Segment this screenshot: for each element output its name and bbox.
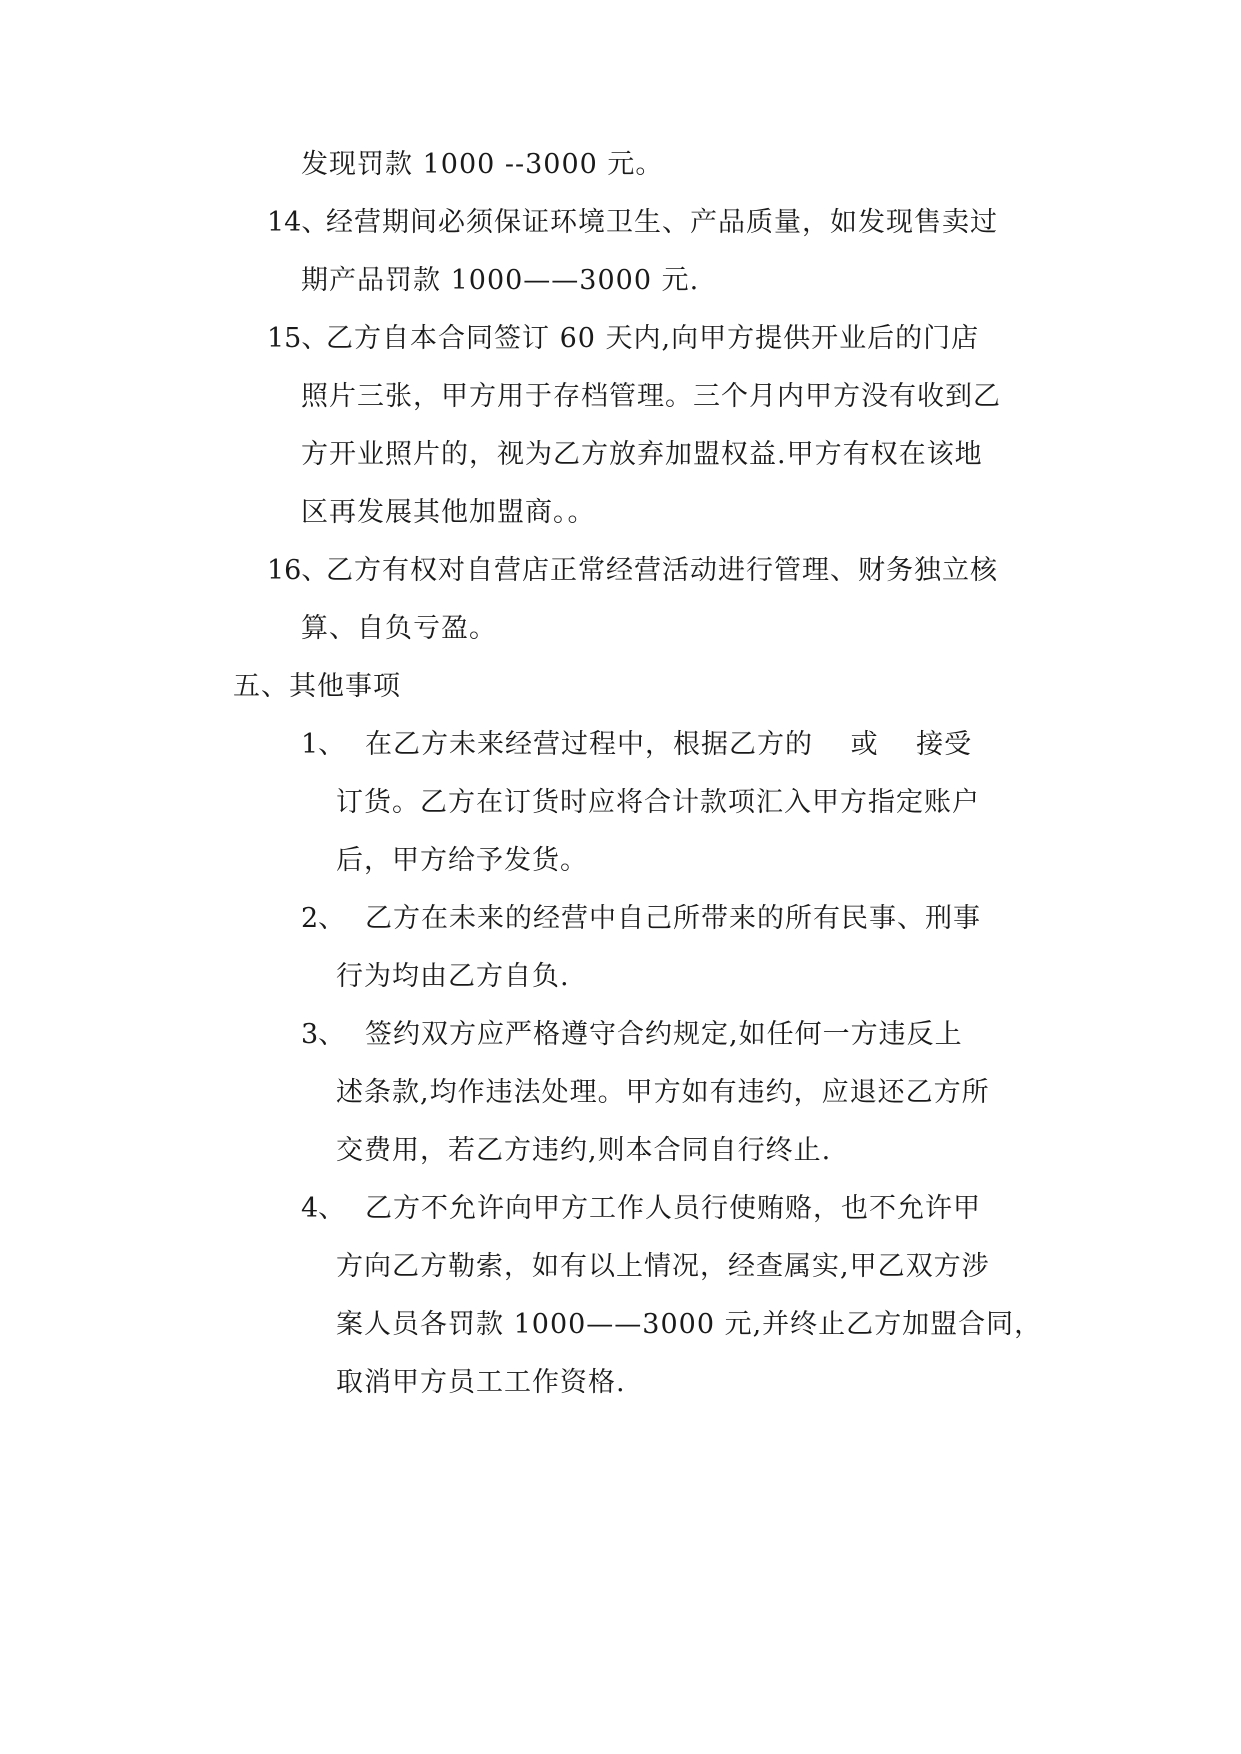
item-number: 3、 (301, 1019, 346, 1050)
text-line: 后，甲方给予发货。 (336, 845, 588, 876)
section-heading: 五、其他事项 (233, 671, 401, 702)
text-line: 区再发展其他加盟商。。 (301, 497, 596, 528)
text-line: 交费用，若乙方违约,则本合同自行终止. (336, 1135, 832, 1166)
item-number: 15、 (267, 323, 329, 354)
text-line: 订货。乙方在订货时应将合计款项汇入甲方指定账户 (336, 787, 980, 818)
text-line: 照片三张，甲方用于存档管理。三个月内甲方没有收到乙 (301, 381, 1001, 412)
text-line: 乙方不允许向甲方工作人员行使贿赂，也不允许甲 (365, 1193, 981, 1224)
text-line: 乙方在未来的经营中自己所带来的所有民事、刑事 (365, 903, 981, 934)
item-number: 2、 (301, 903, 346, 934)
text-line: 在乙方未来经营过程中，根据乙方的 或 接受 (365, 729, 973, 760)
text-line: 方开业照片的，视为乙方放弃加盟权益.甲方有权在该地 (301, 439, 983, 470)
text-line: 取消甲方员工工作资格. (336, 1367, 626, 1398)
text-line: 发现罚款 1000 --3000 元。 (301, 149, 664, 180)
text-line: 行为均由乙方自负. (336, 961, 570, 992)
text-line: 算、自负亏盈。 (301, 613, 497, 644)
item-number: 4、 (301, 1193, 346, 1224)
item-number: 16、 (267, 555, 329, 586)
text-line: 案人员各罚款 1000——3000 元,并终止乙方加盟合同， (336, 1309, 1043, 1340)
text-line: 签约双方应严格遵守合约规定,如任何一方违反上 (365, 1019, 963, 1050)
text-line: 期产品罚款 1000——3000 元. (301, 265, 700, 296)
text-line: 乙方有权对自营店正常经营活动进行管理、财务独立核 (326, 555, 998, 586)
text-line: 方向乙方勒索，如有以上情况，经查属实,甲乙双方涉 (336, 1251, 990, 1282)
text-line: 乙方自本合同签订 60 天内,向甲方提供开业后的门店 (326, 323, 980, 354)
item-number: 14、 (267, 207, 329, 238)
text-line: 经营期间必须保证环境卫生、产品质量，如发现售卖过 (326, 207, 998, 238)
item-number: 1、 (301, 729, 346, 760)
text-line: 述条款,均作违法处理。甲方如有违约，应退还乙方所 (336, 1077, 990, 1108)
